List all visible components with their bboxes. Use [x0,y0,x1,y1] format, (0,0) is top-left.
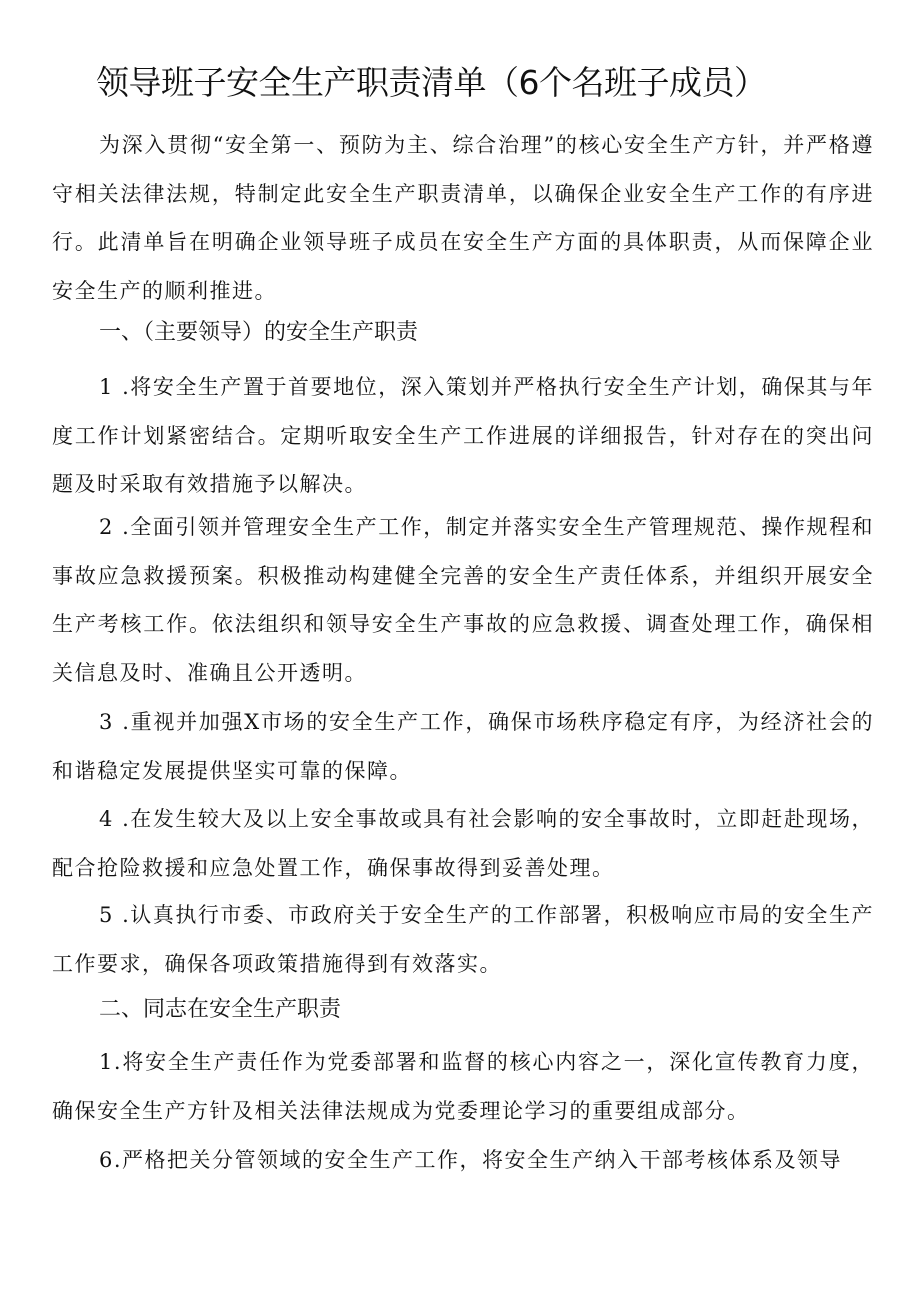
section-heading-1: 一、（主要领导）的安全生产职责 [99,320,419,345]
document-title: 领导班子安全生产职责清单（6个名班子成员） [96,63,767,102]
section-1-item-3: 3 .重视并加强X市场的安全生产工作，确保市场秩序稳定有序，为经济社会的和谐稳定发展提供坚实可靠的保障。 [52,710,874,783]
section-heading-2: 二、同志在安全生产职责 [99,997,342,1022]
section-2-item-6: 6.严格把关分管领域的安全生产工作，将安全生产纳入干部考核体系及领导 [99,1148,843,1172]
section-1-item-1: 1 .将安全生产置于首要地位，深入策划并严格执行安全生产计划，确保其与年度工作计划紧密结合。定期听取安全生产工作进展的详细报告，针对存在的突出问题及时采取有效措施予以解决。 [52,375,874,496]
section-2-item-1: 1.将安全生产责任作为党委部署和监督的核心内容之一，深化宣传教育力度，确保安全生产方针及相关法律法规成为党委理论学习的重要组成部分。 [52,1050,874,1123]
section-1-item-2: 2 .全面引领并管理安全生产工作，制定并落实安全生产管理规范、操作规程和事故应急救援预案。积极推动构建健全完善的安全生产责任体系，并组织开展安全生产考核工作。依法组织和领导安全生产事故的应急救援、调查处理工作，确保相关信息及时、准确且公开透明。 [52,515,874,685]
section-1-item-5: 5 .认真执行市委、市政府关于安全生产的工作部署，积极响应市局的安全生产工作要求，确保各项政策措施得到有效落实。 [52,903,874,976]
section-1-item-4: 4 .在发生较大及以上安全事故或具有社会影响的安全事故时，立即赶赴现场，配合抢险救援和应急处置工作，确保事故得到妥善处理。 [52,807,874,880]
intro-paragraph: 为深入贯彻“安全第一、预防为主、综合治理”的核心安全生产方针，并严格遵守相关法律法规，特制定此安全生产职责清单，以确保企业安全生产工作的有序进行。此清单旨在明确企业领导班子成员在安全生产方面的具体职责，从而保障企业安全生产的顺利推进。 [52,133,874,303]
